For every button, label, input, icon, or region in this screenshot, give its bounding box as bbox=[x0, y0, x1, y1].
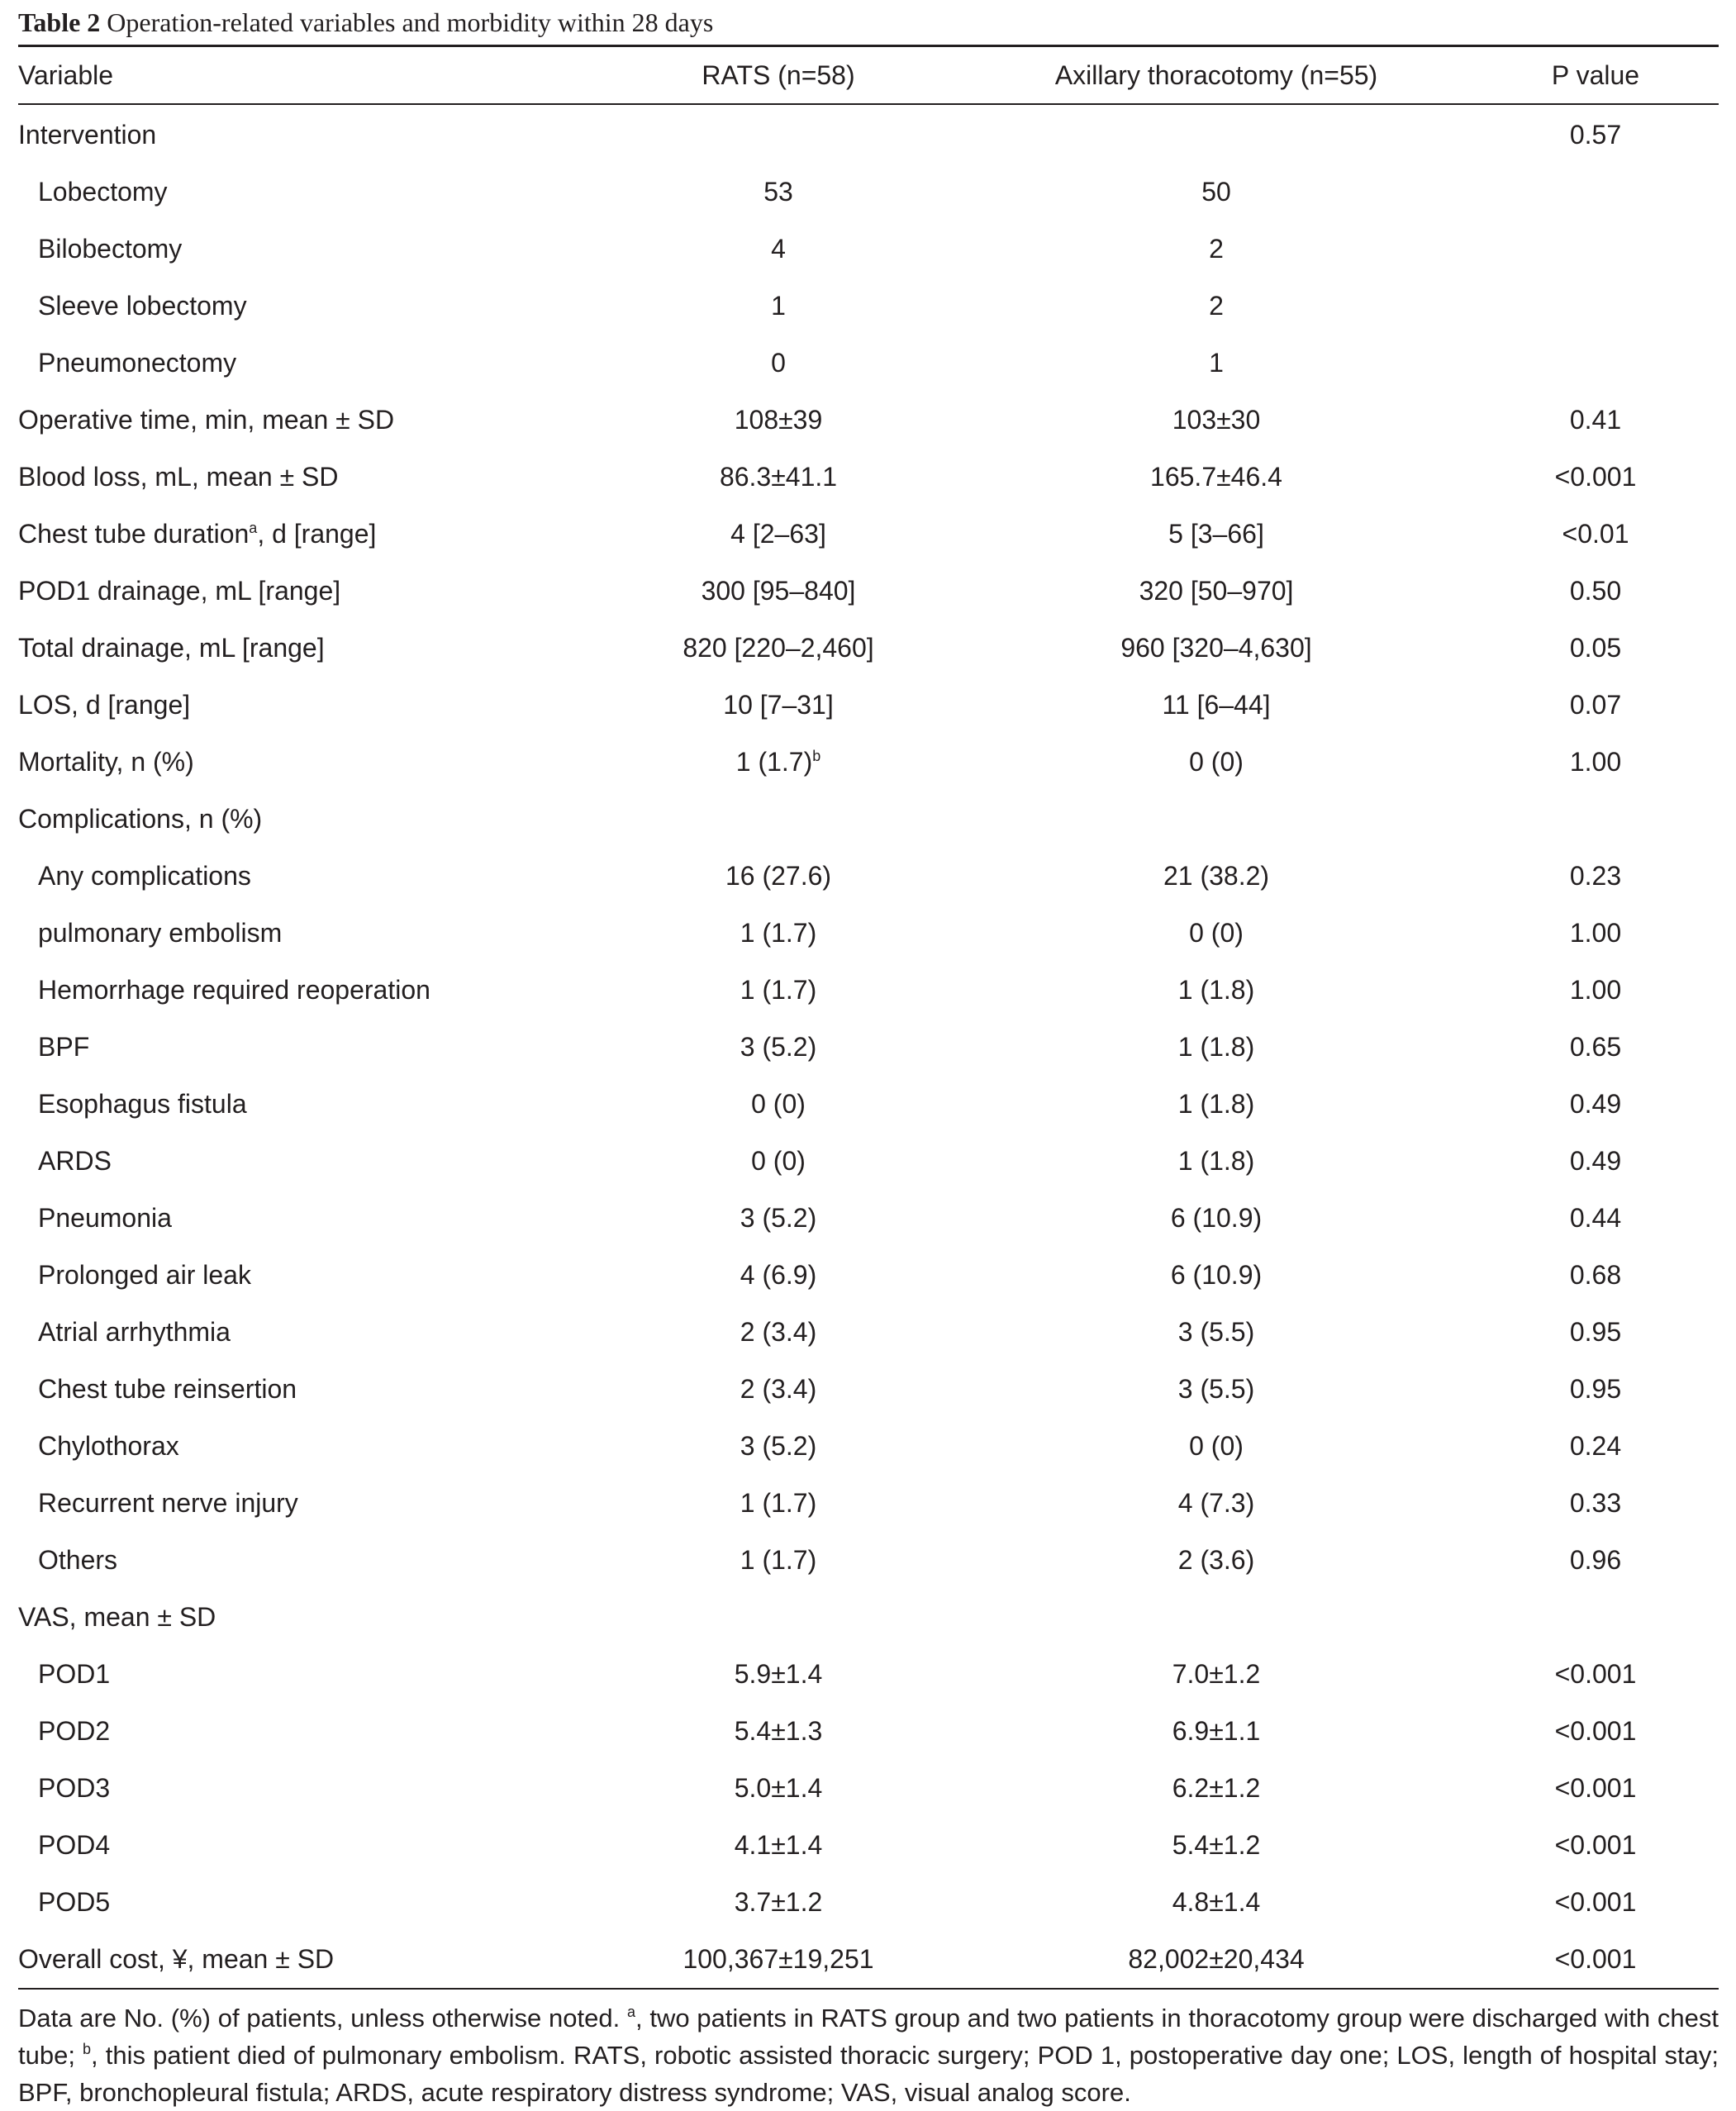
cell-variable bbox=[18, 164, 597, 221]
table-row bbox=[18, 1475, 1719, 1532]
rats-value: 53 bbox=[763, 177, 793, 207]
variable-text: Prolonged air leak bbox=[38, 1260, 251, 1290]
cell-variable bbox=[18, 1532, 597, 1589]
cell-p-value: 0.49 bbox=[1569, 1089, 1622, 1119]
header-thoracotomy: Axillary thoracotomy (n=55) bbox=[1054, 59, 1378, 90]
cell-thoracotomy: 0 (0) bbox=[1189, 918, 1244, 948]
cell-variable bbox=[18, 1931, 597, 1988]
cell-variable bbox=[18, 1760, 597, 1817]
cell-p-value bbox=[1472, 791, 1719, 848]
footnote-sup-b: b bbox=[83, 2041, 92, 2057]
cell-rats bbox=[597, 905, 960, 962]
cell-p-value: <0.001 bbox=[1554, 1944, 1637, 1974]
rats-value: 16 (27.6) bbox=[725, 861, 832, 891]
cell-p-value: 0.68 bbox=[1569, 1260, 1622, 1290]
rats-value: 10 [7–31] bbox=[723, 690, 834, 720]
variable-text: Blood loss, mL, mean ± SD bbox=[18, 462, 339, 492]
table-label: Table 2 bbox=[18, 7, 101, 37]
cell-variable bbox=[18, 677, 597, 734]
cell-p-value bbox=[1472, 164, 1719, 221]
cell-rats bbox=[597, 620, 960, 677]
cell-thoracotomy: 6.9±1.1 bbox=[1172, 1716, 1261, 1746]
variable-text: pulmonary embolism bbox=[38, 918, 283, 948]
cell-p-value: 0.07 bbox=[1569, 690, 1622, 720]
header-rats: RATS (n=58) bbox=[702, 59, 855, 90]
cell-rats bbox=[597, 164, 960, 221]
table-row bbox=[18, 734, 1719, 791]
cell-thoracotomy: 7.0±1.2 bbox=[1172, 1659, 1261, 1689]
cell-p-value: 0.44 bbox=[1569, 1203, 1622, 1233]
table-row bbox=[18, 278, 1719, 335]
variable-text: VAS, mean ± SD bbox=[18, 1602, 216, 1632]
cell-p-value: 0.24 bbox=[1569, 1431, 1622, 1461]
cell-p-value: 0.96 bbox=[1569, 1545, 1622, 1575]
table-row bbox=[18, 791, 1719, 848]
cell-thoracotomy: 0 (0) bbox=[1189, 1431, 1244, 1461]
variable-text-after: , d [range] bbox=[257, 519, 377, 549]
cell-variable bbox=[18, 1304, 597, 1361]
footnote-part3: , this patient died of pulmonary embolism. RATS, robotic assisted thoracic surgery; POD 1, postoperative day one; LOS, length of hospital stay; BPF, bronchopleural fistula; ARDS, acute respiratory distress syndrome; VAS, visual analog score. bbox=[18, 2041, 1719, 2107]
cell-thoracotomy: 1 (1.8) bbox=[1177, 1146, 1255, 1176]
cell-thoracotomy: 6 (10.9) bbox=[1170, 1260, 1263, 1290]
variable-text: Chest tube reinsertion bbox=[38, 1374, 297, 1404]
cell-p-value: 0.33 bbox=[1569, 1488, 1622, 1518]
cell-variable bbox=[18, 563, 597, 620]
cell-thoracotomy: 0 (0) bbox=[1189, 747, 1244, 777]
table-footnote bbox=[18, 1999, 1719, 2111]
cell-thoracotomy bbox=[960, 1589, 1472, 1646]
cell-rats bbox=[597, 1418, 960, 1475]
cell-thoracotomy: 4.8±1.4 bbox=[1172, 1887, 1261, 1917]
cell-p-value: 0.95 bbox=[1569, 1317, 1622, 1347]
variable-text: Sleeve lobectomy bbox=[38, 291, 247, 321]
rats-value: 1 (1.7) bbox=[735, 747, 813, 777]
variable-text: Atrial arrhythmia bbox=[38, 1317, 231, 1347]
cell-rats bbox=[597, 1646, 960, 1703]
cell-rats bbox=[597, 1304, 960, 1361]
rats-value: 0 (0) bbox=[751, 1089, 806, 1119]
variable-text: Any complications bbox=[38, 861, 251, 891]
cell-rats bbox=[597, 506, 960, 563]
cell-variable bbox=[18, 1475, 597, 1532]
rats-value: 3 (5.2) bbox=[740, 1032, 817, 1062]
cell-thoracotomy: 6 (10.9) bbox=[1170, 1203, 1263, 1233]
variable-text: Lobectomy bbox=[38, 177, 168, 207]
cell-variable bbox=[18, 1817, 597, 1874]
cell-p-value: <0.001 bbox=[1554, 1887, 1637, 1917]
cell-thoracotomy: 1 (1.8) bbox=[1177, 1032, 1255, 1062]
rats-value: 4 [2–63] bbox=[730, 519, 826, 549]
cell-variable bbox=[18, 1646, 597, 1703]
cell-variable bbox=[18, 506, 597, 563]
rats-value: 108±39 bbox=[734, 405, 823, 435]
cell-rats bbox=[597, 1361, 960, 1418]
cell-p-value: 0.57 bbox=[1569, 120, 1622, 150]
cell-thoracotomy: 6.2±1.2 bbox=[1172, 1773, 1261, 1803]
cell-thoracotomy: 1 bbox=[1209, 348, 1224, 378]
header-variable: Variable bbox=[18, 59, 114, 90]
cell-p-value: <0.001 bbox=[1554, 1659, 1637, 1689]
cell-thoracotomy bbox=[960, 791, 1472, 848]
bottom-rule bbox=[18, 1988, 1719, 1990]
table-row bbox=[18, 1760, 1719, 1817]
variable-text: BPF bbox=[38, 1032, 90, 1062]
footnote-part1: Data are No. (%) of patients, unless otherwise noted. bbox=[18, 2004, 627, 2033]
cell-rats bbox=[597, 962, 960, 1019]
rats-value: 5.4±1.3 bbox=[734, 1716, 823, 1746]
cell-rats bbox=[597, 848, 960, 905]
table-row bbox=[18, 104, 1719, 164]
cell-rats bbox=[597, 1760, 960, 1817]
rats-value: 86.3±41.1 bbox=[719, 462, 838, 492]
cell-variable bbox=[18, 905, 597, 962]
rats-value: 820 [220–2,460] bbox=[683, 633, 874, 663]
cell-thoracotomy: 2 (3.6) bbox=[1177, 1545, 1255, 1575]
rats-value: 1 (1.7) bbox=[740, 1545, 817, 1575]
cell-thoracotomy bbox=[960, 104, 1472, 164]
cell-p-value: 0.41 bbox=[1569, 405, 1622, 435]
data-table bbox=[18, 47, 1719, 1988]
cell-variable bbox=[18, 1133, 597, 1190]
cell-rats bbox=[597, 221, 960, 278]
variable-text: POD1 drainage, mL [range] bbox=[18, 576, 341, 606]
cell-variable bbox=[18, 278, 597, 335]
cell-variable bbox=[18, 392, 597, 449]
cell-thoracotomy: 320 [50–970] bbox=[1139, 576, 1294, 606]
table-row bbox=[18, 1190, 1719, 1247]
cell-rats bbox=[597, 1817, 960, 1874]
cell-p-value: 1.00 bbox=[1569, 747, 1622, 777]
variable-text: Pneumonia bbox=[38, 1203, 172, 1233]
rats-value: 4 bbox=[771, 234, 786, 264]
table-body bbox=[18, 104, 1719, 1988]
table-row bbox=[18, 563, 1719, 620]
cell-p-value: 1.00 bbox=[1569, 975, 1622, 1005]
table-row bbox=[18, 1076, 1719, 1133]
cell-thoracotomy: 4 (7.3) bbox=[1177, 1488, 1255, 1518]
table-row bbox=[18, 1133, 1719, 1190]
cell-thoracotomy: 960 [320–4,630] bbox=[1120, 633, 1312, 663]
cell-p-value: 0.50 bbox=[1569, 576, 1622, 606]
cell-rats bbox=[597, 1532, 960, 1589]
table-row bbox=[18, 962, 1719, 1019]
cell-thoracotomy: 50 bbox=[1201, 177, 1231, 207]
variable-text: Recurrent nerve injury bbox=[38, 1488, 298, 1518]
variable-text: Bilobectomy bbox=[38, 234, 183, 264]
variable-text: Chest tube duration bbox=[18, 519, 250, 549]
rats-value: 3 (5.2) bbox=[740, 1203, 817, 1233]
rats-value: 100,367±19,251 bbox=[683, 1944, 874, 1974]
cell-variable bbox=[18, 335, 597, 392]
variable-text: ARDS bbox=[38, 1146, 112, 1176]
variable-text: Intervention bbox=[18, 120, 157, 150]
cell-p-value: 0.65 bbox=[1569, 1032, 1622, 1062]
table-row bbox=[18, 905, 1719, 962]
cell-rats bbox=[597, 677, 960, 734]
rats-value: 1 (1.7) bbox=[740, 918, 817, 948]
rats-value: 300 [95–840] bbox=[701, 576, 856, 606]
rats-value: 0 (0) bbox=[751, 1146, 806, 1176]
cell-p-value: 0.49 bbox=[1569, 1146, 1622, 1176]
rats-value: 5.0±1.4 bbox=[734, 1773, 823, 1803]
table-row bbox=[18, 1703, 1719, 1760]
cell-thoracotomy: 82,002±20,434 bbox=[1128, 1944, 1305, 1974]
rats-value: 0 bbox=[771, 348, 786, 378]
cell-thoracotomy: 165.7±46.4 bbox=[1150, 462, 1282, 492]
cell-p-value bbox=[1472, 1589, 1719, 1646]
cell-variable bbox=[18, 104, 597, 164]
rats-value: 5.9±1.4 bbox=[734, 1659, 823, 1689]
cell-variable bbox=[18, 1418, 597, 1475]
cell-rats bbox=[597, 1133, 960, 1190]
variable-text: POD1 bbox=[38, 1659, 111, 1689]
cell-p-value bbox=[1472, 278, 1719, 335]
table-row bbox=[18, 1931, 1719, 1988]
header-row bbox=[18, 47, 1719, 104]
table-row bbox=[18, 620, 1719, 677]
variable-text: POD4 bbox=[38, 1830, 111, 1860]
rats-value: 3 (5.2) bbox=[740, 1431, 817, 1461]
table-row bbox=[18, 392, 1719, 449]
cell-p-value: 1.00 bbox=[1569, 918, 1622, 948]
cell-rats bbox=[597, 449, 960, 506]
variable-text: POD5 bbox=[38, 1887, 111, 1917]
cell-variable bbox=[18, 1703, 597, 1760]
cell-variable bbox=[18, 1076, 597, 1133]
table-row bbox=[18, 164, 1719, 221]
table-row bbox=[18, 1418, 1719, 1475]
rats-value: 1 bbox=[771, 291, 786, 321]
table-row bbox=[18, 1646, 1719, 1703]
cell-rats bbox=[597, 1931, 960, 1988]
table-row bbox=[18, 1817, 1719, 1874]
variable-text: POD3 bbox=[38, 1773, 111, 1803]
cell-variable bbox=[18, 1874, 597, 1931]
cell-p-value bbox=[1472, 221, 1719, 278]
cell-p-value: <0.001 bbox=[1554, 462, 1637, 492]
variable-text: Esophagus fistula bbox=[38, 1089, 247, 1119]
cell-variable bbox=[18, 848, 597, 905]
header-p-value: P value bbox=[1551, 59, 1640, 90]
rats-value: 4.1±1.4 bbox=[734, 1830, 823, 1860]
cell-thoracotomy: 5 [3–66] bbox=[1168, 519, 1264, 549]
cell-variable bbox=[18, 1361, 597, 1418]
cell-variable bbox=[18, 1019, 597, 1076]
rats-value: 2 (3.4) bbox=[740, 1317, 817, 1347]
cell-rats bbox=[597, 1076, 960, 1133]
cell-rats bbox=[597, 1475, 960, 1532]
cell-thoracotomy: 1 (1.8) bbox=[1177, 1089, 1255, 1119]
variable-text: Operative time, min, mean ± SD bbox=[18, 405, 395, 435]
cell-thoracotomy: 2 bbox=[1209, 291, 1224, 321]
cell-thoracotomy: 2 bbox=[1209, 234, 1224, 264]
table-caption bbox=[18, 0, 1719, 45]
cell-p-value: <0.001 bbox=[1554, 1773, 1637, 1803]
cell-rats bbox=[597, 1874, 960, 1931]
cell-rats bbox=[597, 104, 960, 164]
cell-rats bbox=[597, 1247, 960, 1304]
cell-thoracotomy: 103±30 bbox=[1172, 405, 1261, 435]
cell-rats bbox=[597, 335, 960, 392]
cell-rats bbox=[597, 563, 960, 620]
cell-p-value: <0.001 bbox=[1554, 1830, 1637, 1860]
footnote-part2: , two patients in RATS group and two patients in thoracotomy group were discharged with chest tube; bbox=[18, 2004, 1719, 2070]
cell-variable bbox=[18, 962, 597, 1019]
cell-variable bbox=[18, 791, 597, 848]
variable-text: Pneumonectomy bbox=[38, 348, 237, 378]
table-row bbox=[18, 449, 1719, 506]
rats-value: 2 (3.4) bbox=[740, 1374, 817, 1404]
table-title: Operation-related variables and morbidity within 28 days bbox=[107, 7, 714, 37]
cell-thoracotomy: 1 (1.8) bbox=[1177, 975, 1255, 1005]
rats-value: 1 (1.7) bbox=[740, 1488, 817, 1518]
cell-rats bbox=[597, 1190, 960, 1247]
cell-p-value: 0.95 bbox=[1569, 1374, 1622, 1404]
table-row bbox=[18, 221, 1719, 278]
rats-superscript: b bbox=[812, 748, 821, 764]
cell-variable bbox=[18, 449, 597, 506]
variable-text: Mortality, n (%) bbox=[18, 747, 194, 777]
cell-thoracotomy: 21 (38.2) bbox=[1163, 861, 1270, 891]
cell-thoracotomy: 3 (5.5) bbox=[1177, 1374, 1255, 1404]
rats-value: 3.7±1.2 bbox=[734, 1887, 823, 1917]
table-document bbox=[18, 0, 1719, 2111]
cell-rats bbox=[597, 791, 960, 848]
table-row bbox=[18, 1874, 1719, 1931]
table-row bbox=[18, 1304, 1719, 1361]
cell-p-value: <0.01 bbox=[1562, 519, 1629, 549]
cell-variable bbox=[18, 620, 597, 677]
footnote-sup-a: a bbox=[626, 2004, 635, 2020]
table-row bbox=[18, 677, 1719, 734]
variable-text: LOS, d [range] bbox=[18, 690, 191, 720]
table-row bbox=[18, 1589, 1719, 1646]
table-row bbox=[18, 506, 1719, 563]
table-row bbox=[18, 1361, 1719, 1418]
table-row bbox=[18, 1019, 1719, 1076]
cell-rats bbox=[597, 1589, 960, 1646]
table-row bbox=[18, 335, 1719, 392]
cell-variable bbox=[18, 221, 597, 278]
variable-text: Hemorrhage required reoperation bbox=[38, 975, 430, 1005]
cell-rats bbox=[597, 278, 960, 335]
cell-rats bbox=[597, 1703, 960, 1760]
variable-text: Total drainage, mL [range] bbox=[18, 633, 325, 663]
table-row bbox=[18, 848, 1719, 905]
cell-variable bbox=[18, 734, 597, 791]
cell-variable bbox=[18, 1247, 597, 1304]
cell-variable bbox=[18, 1190, 597, 1247]
cell-p-value: <0.001 bbox=[1554, 1716, 1637, 1746]
variable-text: Chylothorax bbox=[38, 1431, 179, 1461]
cell-thoracotomy: 5.4±1.2 bbox=[1172, 1830, 1261, 1860]
table-row bbox=[18, 1247, 1719, 1304]
cell-p-value bbox=[1472, 335, 1719, 392]
table-row bbox=[18, 1532, 1719, 1589]
cell-p-value: 0.05 bbox=[1569, 633, 1622, 663]
cell-rats bbox=[597, 1019, 960, 1076]
cell-rats bbox=[597, 734, 960, 791]
variable-superscript: a bbox=[249, 520, 258, 536]
cell-rats bbox=[597, 392, 960, 449]
variable-text: Complications, n (%) bbox=[18, 804, 263, 834]
cell-thoracotomy: 11 [6–44] bbox=[1162, 690, 1271, 720]
rats-value: 1 (1.7) bbox=[740, 975, 817, 1005]
cell-thoracotomy: 3 (5.5) bbox=[1177, 1317, 1255, 1347]
rats-value: 4 (6.9) bbox=[740, 1260, 817, 1290]
cell-variable bbox=[18, 1589, 597, 1646]
variable-text: Overall cost, ¥, mean ± SD bbox=[18, 1944, 335, 1974]
variable-text: POD2 bbox=[38, 1716, 111, 1746]
variable-text: Others bbox=[38, 1545, 118, 1575]
cell-p-value: 0.23 bbox=[1569, 861, 1622, 891]
